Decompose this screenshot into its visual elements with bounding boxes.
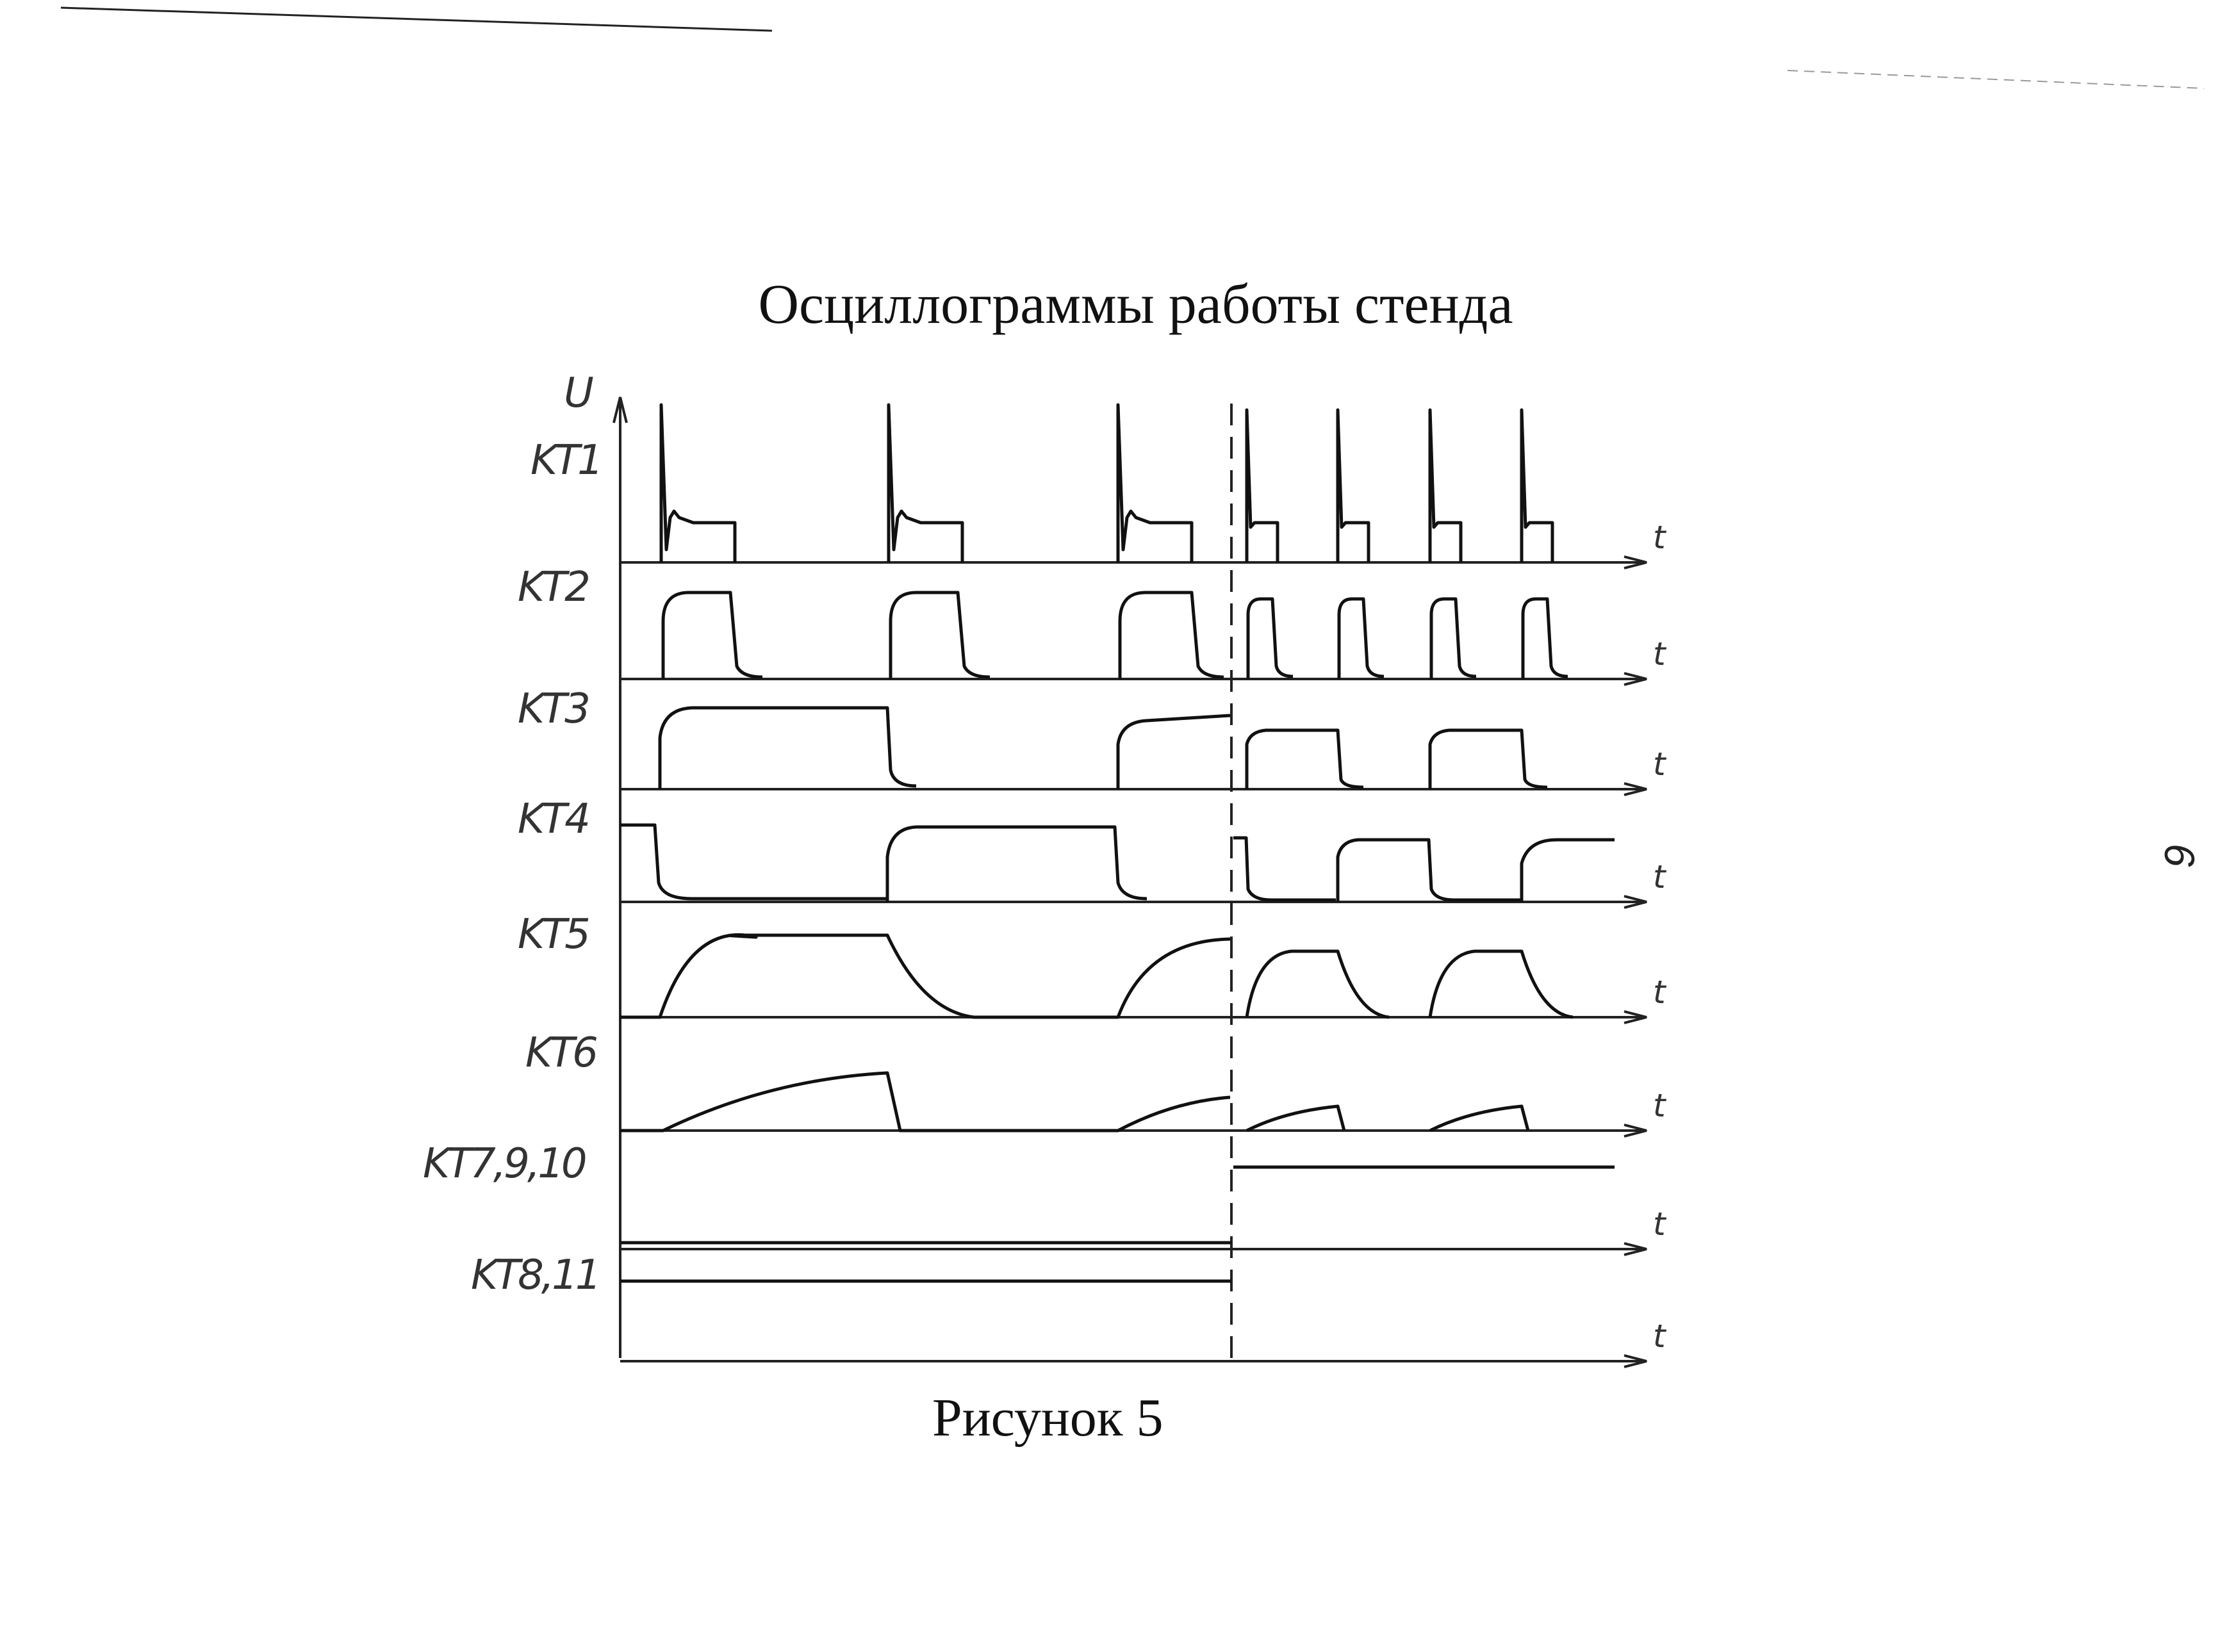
kt1-pulse-1 bbox=[661, 405, 735, 562]
kt1-pulse-3 bbox=[1118, 405, 1192, 562]
kt5-fast-2 bbox=[1430, 951, 1573, 1017]
kt2-pulse-1 bbox=[663, 593, 762, 679]
channel-label-kt4: KT4 bbox=[518, 796, 588, 843]
channel-label-kt5: KT5 bbox=[518, 911, 588, 958]
channel-label-kt2: KT2 bbox=[518, 564, 588, 611]
time-axes bbox=[620, 519, 1667, 1367]
time-label-7: t bbox=[1653, 1206, 1666, 1243]
kt1-fast-pulse-4 bbox=[1522, 410, 1552, 562]
time-label-4: t bbox=[1653, 858, 1666, 896]
kt6-fast-1 bbox=[1247, 1106, 1344, 1131]
scan-line-top-right bbox=[1788, 70, 2204, 88]
kt5-fast-1 bbox=[1247, 951, 1389, 1017]
signal-traces bbox=[620, 405, 1615, 1281]
kt4-high-2 bbox=[1338, 840, 1522, 902]
kt1-pulse-2 bbox=[889, 405, 962, 562]
kt3-slow-high-1 bbox=[660, 708, 916, 789]
time-label-8: t bbox=[1653, 1318, 1666, 1355]
channel-label-kt6: KT6 bbox=[525, 1029, 596, 1077]
kt2-fast-pulse-2 bbox=[1339, 599, 1384, 679]
kt2-fast-pulse-1 bbox=[1248, 599, 1293, 679]
kt4-high-3 bbox=[1522, 840, 1615, 902]
channel-label-kt8-11: KT8,11 bbox=[471, 1252, 599, 1299]
kt4-high-1 bbox=[887, 827, 1147, 902]
channel-label-kt3: KT3 bbox=[518, 685, 588, 733]
time-label-1: t bbox=[1653, 519, 1666, 556]
y-axis-label: U bbox=[564, 370, 591, 417]
channel-label-kt1: KT1 bbox=[530, 437, 601, 484]
kt4-low-2 bbox=[1233, 838, 1336, 900]
figure-title: Осциллограммы работы стенда bbox=[758, 274, 1513, 336]
figure-caption: Рисунок 5 bbox=[932, 1388, 1163, 1448]
time-label-5: t bbox=[1653, 974, 1666, 1011]
scan-line-top-left bbox=[61, 8, 772, 31]
kt6-fast-2 bbox=[1430, 1106, 1528, 1131]
kt1-fast-pulse-1 bbox=[1247, 410, 1278, 562]
time-label-3: t bbox=[1653, 746, 1666, 783]
kt1-fast-pulse-3 bbox=[1430, 410, 1461, 562]
kt2-pulse-3 bbox=[1120, 593, 1224, 679]
channel-label-kt7-9-10: KT7,9,10 bbox=[423, 1140, 585, 1188]
kt2-fast-pulse-3 bbox=[1431, 599, 1476, 679]
time-label-6: t bbox=[1653, 1087, 1666, 1124]
kt5-slow bbox=[620, 935, 1230, 1017]
kt1-fast-pulse-2 bbox=[1338, 410, 1369, 562]
kt3-fast-high-1 bbox=[1247, 730, 1363, 789]
kt3-fast-high-2 bbox=[1430, 730, 1547, 789]
channel-labels bbox=[423, 437, 601, 1299]
kt3-slow-high-2 bbox=[1118, 716, 1230, 789]
kt6-slow bbox=[620, 1073, 1230, 1131]
page-number: 6 bbox=[2156, 843, 2203, 867]
kt4-low-1 bbox=[620, 825, 887, 899]
kt2-fast-pulse-4 bbox=[1523, 599, 1568, 679]
time-label-2: t bbox=[1653, 635, 1666, 673]
kt2-pulse-2 bbox=[891, 593, 990, 679]
